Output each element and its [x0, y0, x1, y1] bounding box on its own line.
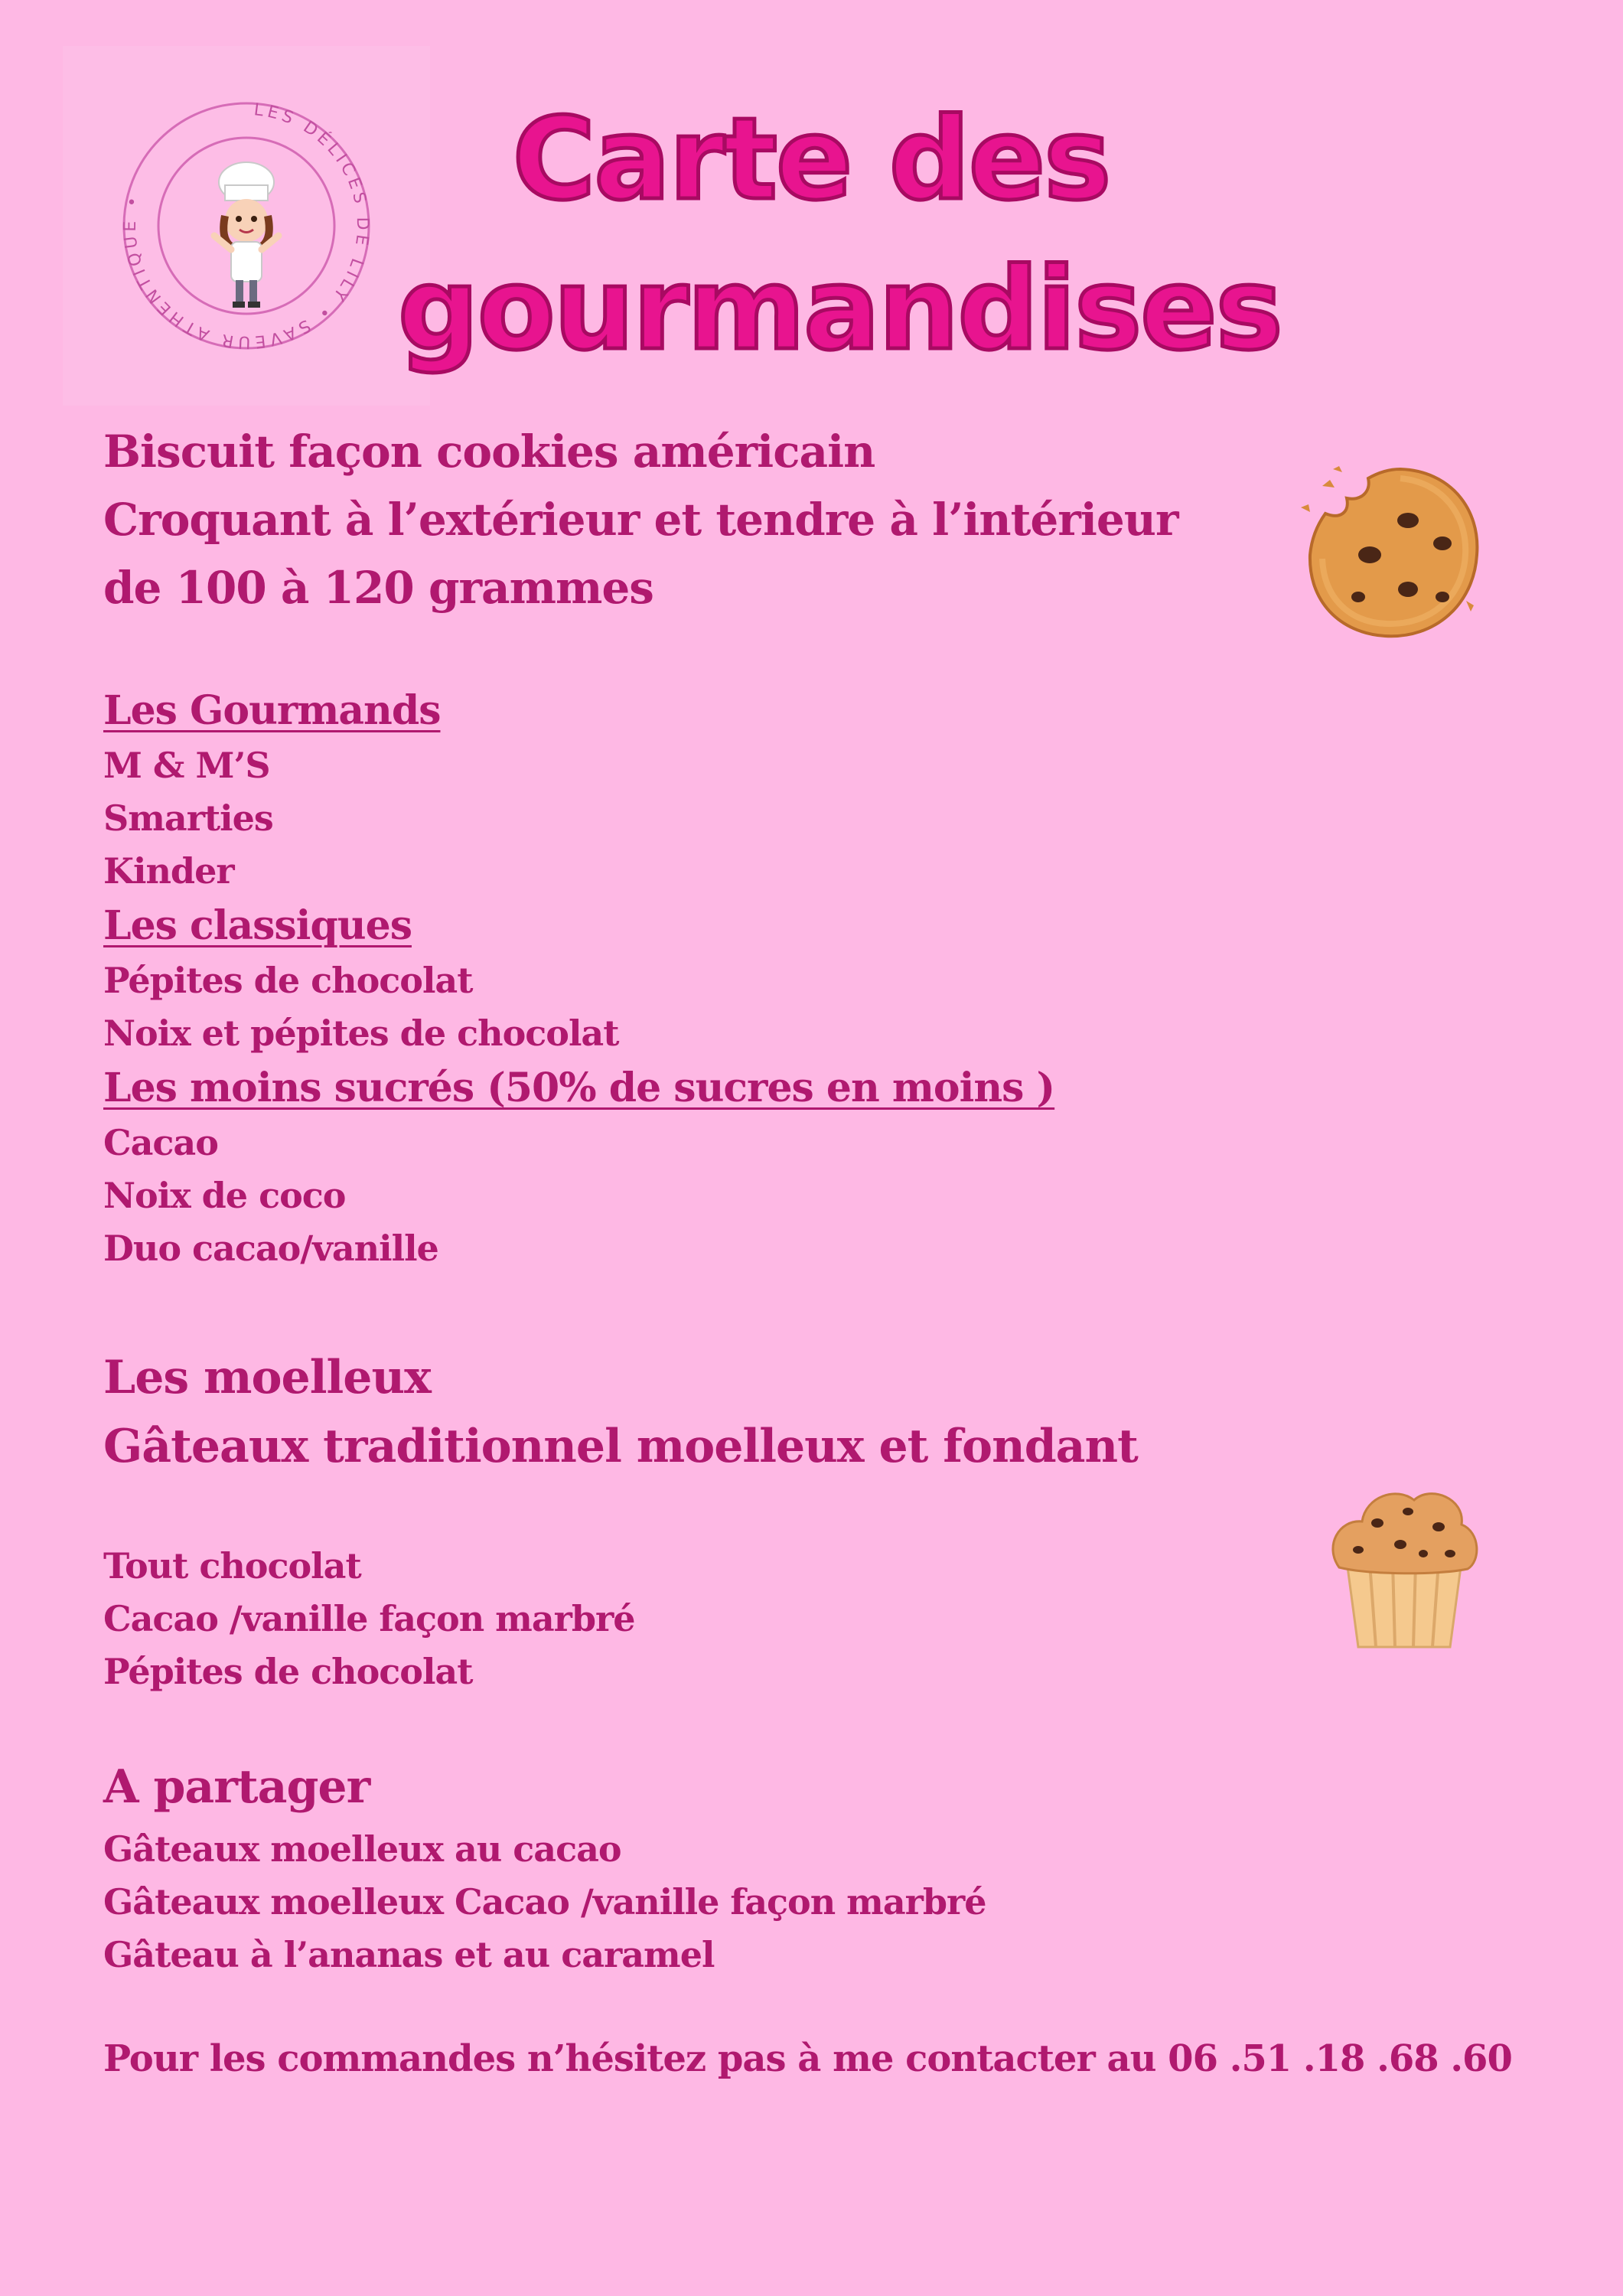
list-item: Duo cacao/vanille [103, 1228, 438, 1269]
intro-line-1: Biscuit façon cookies américain [103, 426, 875, 478]
moelleux-heading-block [103, 1343, 1138, 1481]
list-item: M & M’S [103, 745, 270, 786]
section-heading-moelleux: Les moelleux [103, 1351, 431, 1404]
logo [63, 46, 430, 406]
title-line-1: Carte des [512, 93, 1110, 225]
intro-line-3: de 100 à 120 grammes [103, 562, 653, 614]
list-item: Pépites de chocolat [103, 1651, 473, 1692]
chef-girl-icon [214, 162, 279, 308]
cookies-intro [103, 418, 1178, 622]
list-item: Gâteaux moelleux au cacao [103, 1828, 621, 1870]
section-heading-gourmands: Les Gourmands [103, 687, 441, 734]
list-item: Smarties [103, 797, 273, 839]
page-title [398, 84, 1282, 384]
list-item: Kinder [103, 850, 234, 892]
section-heading-classiques: Les classiques [103, 902, 412, 949]
list-item: Pépites de chocolat [103, 960, 473, 1001]
muffin-icon [1324, 1477, 1484, 1653]
list-item: Cacao /vanille façon marbré [103, 1598, 635, 1639]
section-heading-moins-sucres: Les moins sucrés (50% de sucres en moins ) [103, 1065, 1055, 1111]
list-item: Tout chocolat [103, 1545, 361, 1587]
list-item: Noix de coco [103, 1175, 346, 1216]
list-item: Gâteau à l’ananas et au caramel [103, 1934, 715, 1975]
list-item: Noix et pépites de chocolat [103, 1013, 619, 1054]
section-subheading-moelleux: Gâteaux traditionnel moelleux et fondant [103, 1420, 1138, 1473]
logo-seal-icon [63, 46, 430, 406]
list-item: Cacao [103, 1122, 218, 1163]
cookie-icon [1286, 448, 1492, 654]
section-heading-partager: A partager [103, 1760, 370, 1814]
title-line-2: gourmandises [398, 243, 1282, 375]
svg-text:LES DÉLICES DE LILY • SAVEUR A: LES DÉLICES DE LILY • SAVEUR ATHENTIQUE • [120, 100, 372, 352]
cookie-flavours [103, 683, 1054, 1275]
moelleux-list [103, 1540, 635, 1698]
list-item: Gâteaux moelleux Cacao /vanille façon marbré [103, 1881, 986, 1923]
partager-list [103, 1823, 986, 1981]
intro-line-2: Croquant à l’extérieur et tendre à l’intérieur [103, 494, 1178, 546]
contact-line: Pour les commandes n’hésitez pas à me contacter au 06 .51 .18 .68 .60 [103, 2037, 1512, 2080]
